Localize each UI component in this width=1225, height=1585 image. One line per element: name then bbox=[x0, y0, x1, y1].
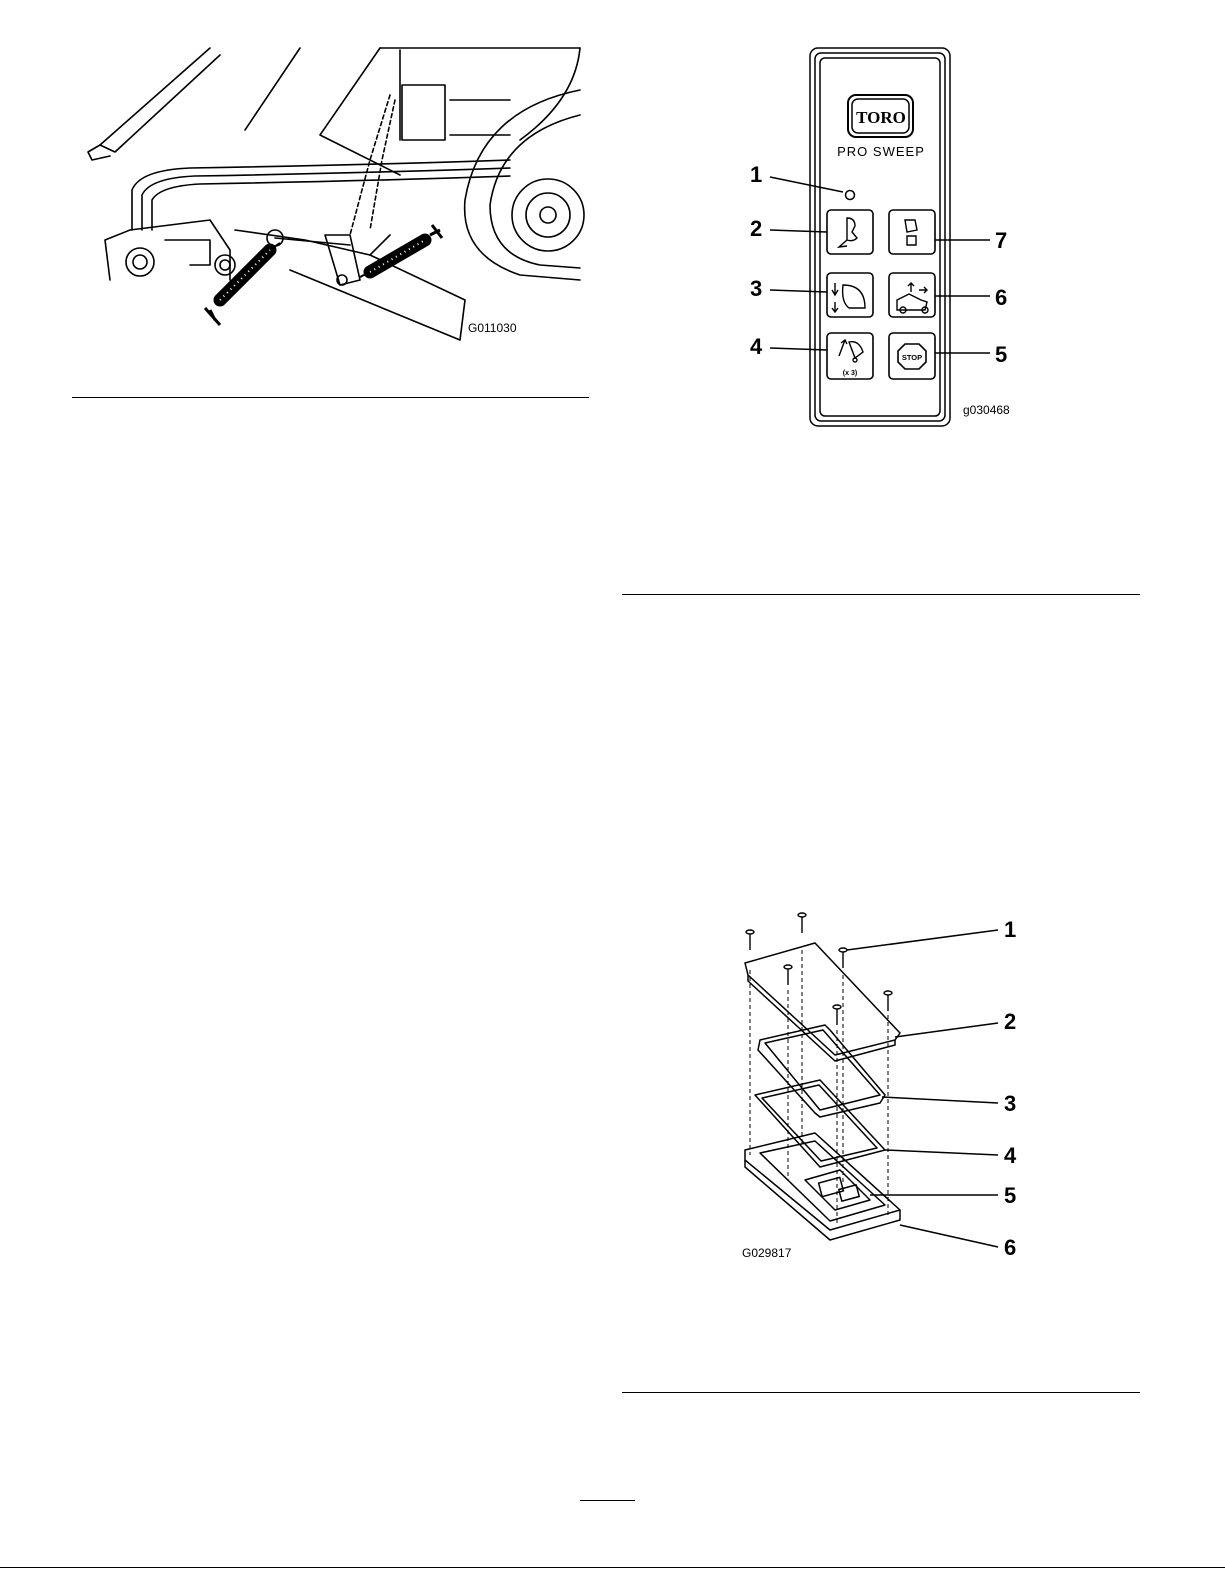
button-7 bbox=[889, 210, 935, 254]
button-2 bbox=[827, 210, 873, 254]
callout-4: 4 bbox=[750, 334, 763, 359]
section-divider bbox=[72, 397, 589, 398]
page-number-rule bbox=[580, 1500, 635, 1501]
brand-logo-text: TORO bbox=[856, 108, 906, 127]
section-divider bbox=[622, 594, 1140, 595]
figure-id-label: G011030 bbox=[468, 321, 517, 335]
callout-7: 7 bbox=[995, 228, 1008, 253]
section-divider bbox=[622, 1392, 1140, 1393]
callout-3: 3 bbox=[750, 276, 763, 301]
figure-id-label: G029817 bbox=[742, 1246, 792, 1260]
callout-5: 5 bbox=[1004, 1183, 1017, 1208]
hitch-spring-figure bbox=[70, 40, 590, 350]
control-panel-figure bbox=[735, 40, 1035, 440]
callout-2: 2 bbox=[750, 216, 763, 241]
callout-6: 6 bbox=[995, 285, 1008, 310]
figure-id-label: g030468 bbox=[963, 403, 1010, 417]
indicator-led bbox=[846, 191, 855, 200]
stop-label: STOP bbox=[901, 353, 923, 362]
callout-3: 3 bbox=[1004, 1091, 1017, 1116]
page-bottom-rule bbox=[0, 1567, 1225, 1568]
callout-4: 4 bbox=[1004, 1143, 1017, 1168]
product-name-text: PRO SWEEP bbox=[837, 144, 925, 159]
callout-1: 1 bbox=[1004, 917, 1017, 942]
callout-1: 1 bbox=[750, 162, 763, 187]
callout-2: 2 bbox=[1004, 1009, 1017, 1034]
callout-5: 5 bbox=[995, 342, 1008, 367]
callout-6: 6 bbox=[1004, 1235, 1017, 1260]
exploded-housing-figure bbox=[720, 905, 1050, 1265]
button-4-multiplier: (x 3) bbox=[842, 370, 858, 377]
